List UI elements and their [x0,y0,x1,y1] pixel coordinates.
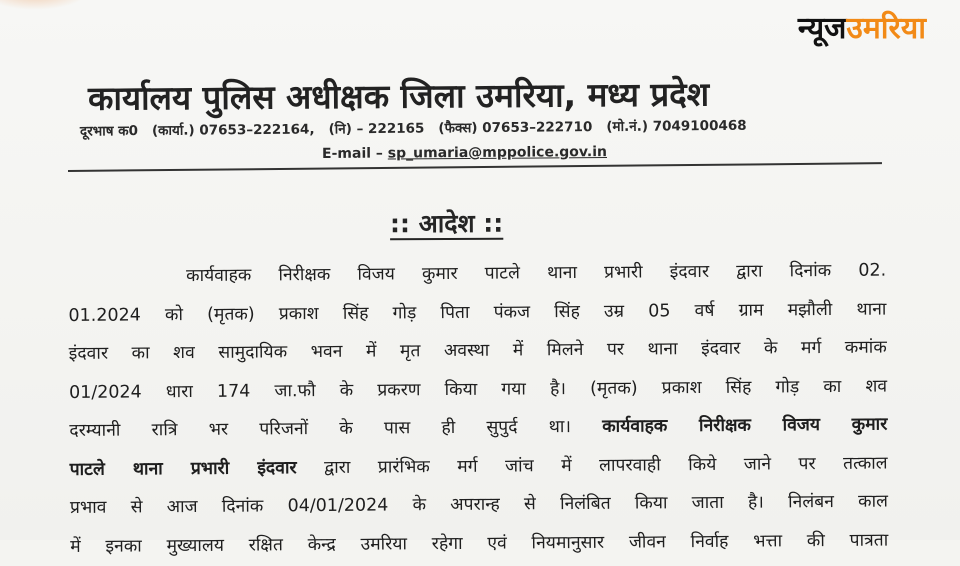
body-line-7: प्रभाव से आज दिनांक 04/01/2024 के अपरान्ह से निलंबित किया जाता है। निलंबन काल [69,491,889,518]
body-line-5 [69,406,887,451]
office-phone: (कार्या.) 07653–222164, [151,121,315,139]
body-line-6 [70,444,888,489]
letterhead-divider [68,162,882,172]
letterhead-email [322,144,607,162]
fax-number: (फैक्स) 07653–222710 [438,119,593,137]
body-line-6-bold: पाटले थाना प्रभारी इंदवार [69,457,297,480]
paper-stain [0,0,90,10]
body-line-5-bold: कार्यवाहक निरीक्षक विजय कुमार [602,414,888,437]
letterhead-title: कार्यालय पुलिस अधीक्षक जिला उमरिया, मध्य प्रदेश [87,74,710,118]
body-line-8: में इनका मुख्यालय रक्षित केन्द्र उमरिया रहेगा एवं नियमानुसार जीवन निर्वाह भत्ता की पात्रता [70,530,889,557]
mobile-number: (मो.नं.) 7049100468 [606,117,747,135]
residence-phone: (नि) – 222165 [328,120,425,138]
body-line-2: 01.2024 को (मृतक) प्रकाश सिंह गोड़ पिता पंकज सिंह उम्र 05 वर्ष ग्राम मझौली थाना [68,299,887,326]
body-line-3: इंदवार का शव सामुदायिक भवन में मृत अवस्था में मिलने पर थाना इंदवार के मर्ग कमांक [68,337,887,364]
email-label: E-mail – [321,145,388,162]
body-line-4: 01/2024 धारा 174 जा.फौ के प्रकरण किया गया है। (मृतक) प्रकाश सिंह गोड़ का शव [68,376,888,403]
phone-label: दूरभाष क0 [79,123,139,140]
order-body [68,252,888,566]
body-line-5-plain: दरम्यानी रात्रि भर परिजनों के पास ही सुपुर्द था। [69,417,572,441]
logo-part-news: न्यूज [797,11,847,46]
email-address: sp_umaria@mppolice.gov.in [387,144,608,162]
order-heading: :: आदेश :: [389,208,504,239]
body-line-1: कार्यवाहक निरीक्षक विजय कुमार पाटले थाना प्रभारी इंदवार द्वारा दिनांक 02. [186,260,887,287]
logo-part-umaria: उमरिया [846,11,926,46]
news-logo [797,11,926,46]
body-line-6-plain: द्वारा प्रारंभिक मर्ग जांच में लापरवाही किये जाने पर तत्काल [324,453,888,478]
